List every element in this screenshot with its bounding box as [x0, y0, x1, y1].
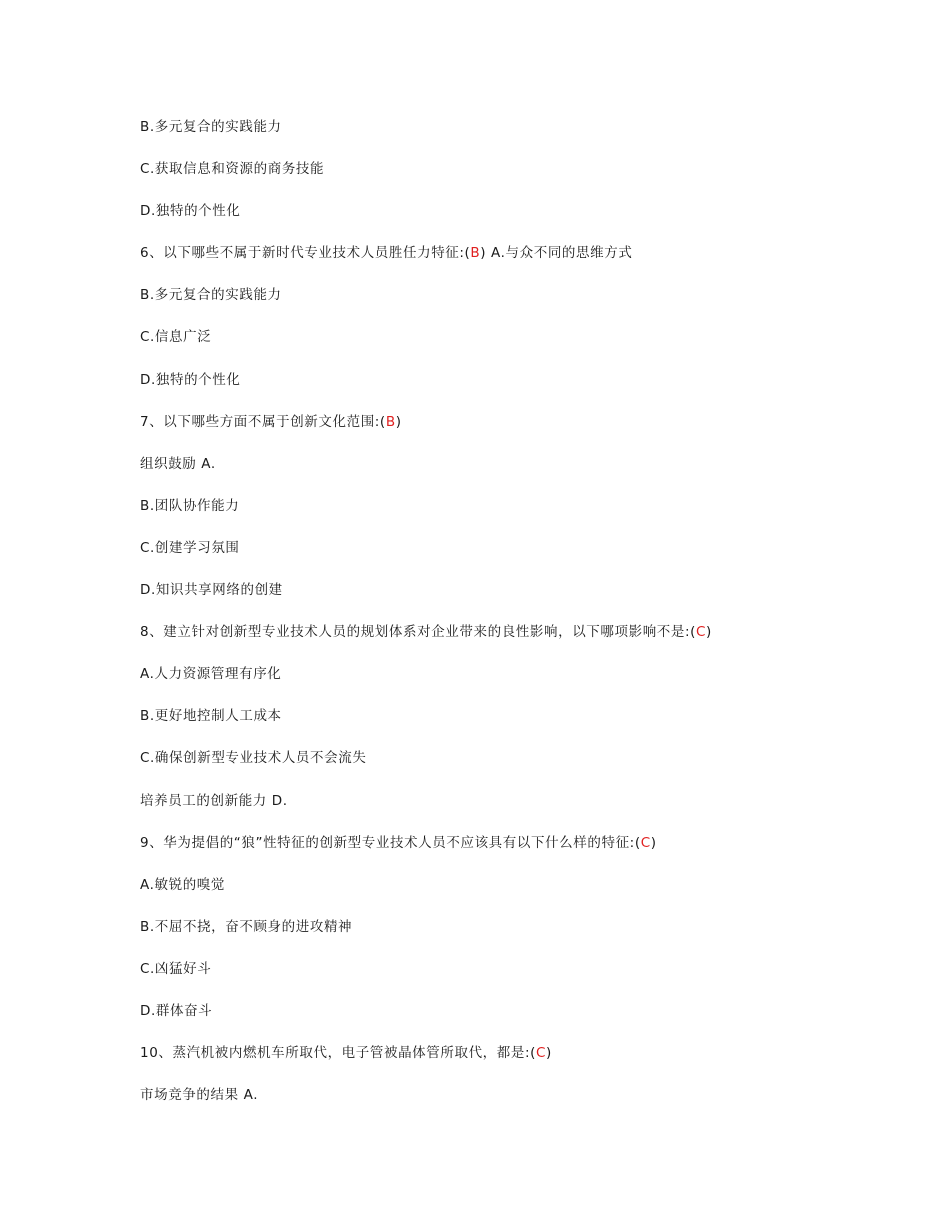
option-line: A.敏锐的嗅觉	[140, 876, 225, 893]
option-line: B.团队协作能力	[140, 497, 240, 514]
answer-letter: C	[536, 1045, 547, 1062]
option-line: 市场竞争的结果 A.	[140, 1087, 259, 1104]
option-line: D.独特的个性化	[140, 203, 241, 220]
option-line: 培养员工的创新能力 D.	[140, 792, 288, 809]
question-8	[140, 622, 900, 664]
document-page	[140, 117, 900, 1127]
option-line: C.信息广泛	[140, 329, 212, 346]
option-line: B.多元复合的实践能力	[140, 119, 282, 135]
answer-letter: C	[640, 834, 651, 851]
question-text-tail: )	[706, 624, 712, 641]
question-text: 9、华为提倡的“狼”性特征的创新型专业技术人员不应该具有以下什么样的特征:(	[140, 834, 641, 851]
question-6	[140, 243, 900, 285]
option-line: B.多元复合的实践能力	[140, 287, 282, 304]
question-text-tail: )	[395, 413, 402, 430]
question-10	[140, 1043, 900, 1085]
question-9	[140, 833, 900, 875]
option-line: C.确保创新型专业技术人员不会流失	[140, 750, 367, 767]
option-line: B.不屈不挠，奋不顾身的进攻精神	[140, 918, 353, 935]
option-line: B.更好地控制人工成本	[140, 708, 282, 725]
option-line: D.群体奋斗	[140, 1002, 213, 1019]
question-text-tail: ) A.与众不同的思维方式	[480, 245, 633, 262]
option-line: C.创建学习氛围	[140, 539, 240, 556]
question-text: 7、以下哪些方面不属于创新文化范围:(	[140, 413, 386, 430]
question-7	[140, 412, 900, 454]
option-line: D.独特的个性化	[140, 371, 241, 388]
answer-letter: C	[696, 624, 707, 641]
option-line: A.人力资源管理有序化	[140, 666, 282, 683]
option-line: C.凶猛好斗	[140, 960, 212, 977]
option-line: D.知识共享网络的创建	[140, 582, 283, 599]
option-line: C.获取信息和资源的商务技能	[140, 161, 325, 178]
question-text: 8、建立针对创新型专业技术人员的规划体系对企业带来的良性影响，以下哪项影响不是:(	[140, 624, 697, 641]
question-text-tail: )	[650, 834, 657, 851]
question-text-tail: )	[546, 1045, 552, 1062]
question-text: 6、以下哪些不属于新时代专业技术人员胜任力特征:(	[140, 245, 471, 262]
question-text: 10、蒸汽机被内燃机车所取代，电子管被晶体管所取代，都是:(	[140, 1045, 536, 1062]
answer-letter: B	[385, 413, 396, 430]
answer-letter: B	[470, 245, 481, 262]
option-line: 组织鼓励 A.	[140, 455, 216, 472]
